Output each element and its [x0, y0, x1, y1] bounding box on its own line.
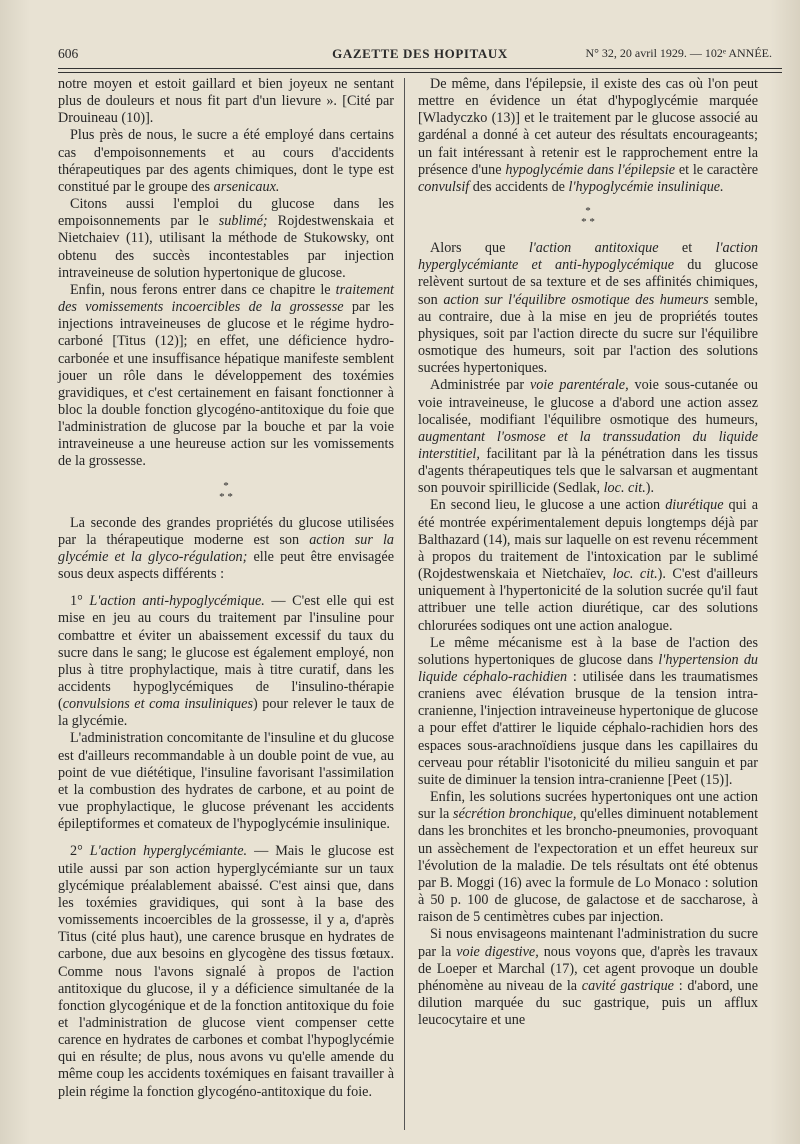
page-number: 606	[58, 46, 79, 61]
left-column	[58, 76, 394, 1101]
paragraph: Alors que l'action antitoxique et l'action hyperglycémiante et anti-hypoglycémique du glucose relèvent surtout de sa texture et de ses affinités chimiques, son action sur l'équilibre osmotique des humeurs semble, au contraire, due à la mise en jeu de propriétés toutes physiques, soit par l'action directe du sucre sur l'équilibre osmotique des humeurs, soit par l'action des solutions sucrées hypertoniques.	[418, 240, 759, 377]
paragraph: En second lieu, le glucose a une action diurétique qui a été montrée expérimentalement depuis longtemps déjà par Balthazard (14), mais sur laquelle on est revenu récemment à propos du traitement de l'intoxication par le sublimé (Rojdestwenskaia et Nietchaïev, loc. cit.). C'est d'ailleurs uniquement à l'hypertonicité de la solution sucrée qu'il faut attribuer une telle action diurétique, car des solutions chlorurées sodiques ont une action analogue.	[418, 497, 759, 634]
paragraph: Enfin, nous ferons entrer dans ce chapitre le traitement des vomissements incoercibles de la grossesse par les injections intraveineuses de glucose et le régime hydro-carboné [Titus (12)]; en effet, une déficience hydro-carbonée et une insuffisance hépatique manifeste semblent jouer un rôle dans le développement des toxémies gravidiques, et c'est certainement en faisant fonctionner à bloc la double fonction glycogéno-antitoxique du foie que l'administration de glucose par la bouche et par la voie intraveineuse a une heureuse action sur les vomissements de la grossesse.	[58, 281, 394, 470]
paragraph: Administrée par voie parentérale, voie sous-cutanée ou voie intraveineuse, le glucose a d'abord une action assez localisée, modifiant l'équilibre osmotique des humeurs, augmentant l'osmose et la transsudation du liquide interstitiel, facilitant par là la pénétration dans les tissus d'agents thérapeutiques tels que le salvarsan et augmentant son pouvoir spirillicide (Sedlak, loc. cit.).	[418, 377, 759, 497]
header-rule	[58, 68, 782, 69]
section-asterism: * * *	[219, 479, 233, 503]
column-separator	[404, 78, 405, 1130]
right-column	[418, 76, 758, 1029]
running-header	[58, 44, 782, 66]
paragraph: Le même mécanisme est à la base de l'action des solutions hypertoniques de glucose dans l'hypertension du liquide céphalo-rachidien : utilisée dans les traumatismes craniens avec élévation brusque de la tension intra-cranienne, l'injection intraveineuse hypertonique de glucose a pour effet d'attirer le liquide céphalo-rachidien hors des espaces sous-arachnoïdiens jusque dans les capillaires du cerveau pour rétablir l'isotonicité du milieu sanguin et par suite de diminuer la tension intra-cranienne [Peet (15)].	[418, 634, 759, 788]
paragraph: L'administration concomitante de l'insuline et du glucose est d'ailleurs recommandable à un double point de vue, au point de vue diététique, l'insuline favorisant l'assimilation et la combustion des hydrates de carbone, et au point de vue prophylactique, le glucose prévenant les accidents épileptiformes et comateux de l'hypoglycémie insulinique.	[58, 730, 394, 833]
paragraph: 1° L'action anti-hypoglycémique. — C'est elle qui est mise en jeu au cours du traitement par l'insuline pour combattre et éviter un abaissement excessif du taux du sucre dans le sang; le glucose est également employé, non plus à titre prophylactique, mais à titre curatif, dans les accidents hypoglycémiques de l'insulino-thérapie (convulsions et coma insuliniques) pour relever le taux de la glycémie.	[58, 593, 395, 730]
paragraph: Citons aussi l'emploi du glucose dans les empoisonnements par le sublimé; Rojdestwenskaia et Nietchaiev (11), utilisant la méthode de Stukowsky, ont obtenu des succès incontestables par injection intraveineuse de solution hypertonique de glucose.	[58, 196, 394, 281]
paragraph: De même, dans l'épilepsie, il existe des cas où l'on peut mettre en évidence un état d'hypoglycémie marquée [Wladyczko (13)] et le traitement par le glucose associé au gardénal a donné à cet auteur des résultats encourageants; un fait intéressant à retenir est le rapprochement entre la présence d'une hypoglycémie dans l'épilepsie et le caractère convulsif des accidents de l'hypoglycémie insulinique.	[418, 76, 759, 195]
section-asterism: * * *	[581, 205, 595, 229]
paragraph: Enfin, les solutions sucrées hypertoniques ont une action sur la sécrétion bronchique, qu'elles diminuent notablement dans les bronchites et les broncho-pneumonies, provoquant un assèchement de l'expectoration et un effet heureux sur l'évolution de la maladie. De tels résultats ont été obtenus par B. Moggi (16) avec la formule de Lo Monaco : solution à 50 p. 100 de glucose, de galactose et de saccharose, à raison de 5 centimètres cubes par injection.	[418, 789, 759, 926]
journal-title: GAZETTE DES HOPITAUX	[332, 46, 508, 61]
paragraph: Plus près de nous, le sucre a été employé dans certains cas d'empoisonnements et au cours d'accidents thérapeutiques par des agents chimiques, dont le type est constitué par le groupe des arsenicaux.	[58, 127, 394, 195]
paragraph: notre moyen et estoit gaillard et bien joyeux ne sentant plus de douleurs et nous fit part d'un lievure ». [Cité par Drouineau (10)].	[58, 76, 394, 127]
paragraph: 2° L'action hyperglycémiante. — Mais le glucose est utile aussi par son action hyperglycémiante sur un taux glycémique préalablement abaissé. C'est ainsi que, dans les toxémies gravidiques, qui sont à la base des vomissements incoercibles de la grossesse, il y a, d'après Titus (cité plus haut), une carence brusque en hydrates de carbone, due aux besoins en glycogène des tissus fœtaux. Comme nous l'avons signalé à propos de l'action antitoxique du glucose, il y a déficience simultanée de la fonction glycogénique et de la fonction antitoxique du foie et l'administration de glucose vient compenser cette carence en hydrates de carbones et combat l'hypoglycémie qui en résulte; de plus, nous avons vu qu'elle amende du même coup les accidents toxémiques en faisant travailler à plein régime la fonction glycogéno-antitoxique du foie.	[58, 843, 394, 1100]
paragraph: La seconde des grandes propriétés du glucose utilisées par la thérapeutique moderne est son action sur la glycémie et la glyco-régulation; elle peut être envisagée sous deux aspects différents :	[58, 514, 395, 583]
header-rule-thin	[58, 72, 782, 73]
paragraph: Si nous envisageons maintenant l'administration du sucre par la voie digestive, nous voyons que, d'après les travaux de Loeper et Marchal (17), cet agent provoque un double phénomène au niveau de la cavité gastrique : d'abord, une dilution marquée du suc gastrique, puis un afflux leucocytaire et une	[418, 926, 759, 1029]
issue-info: N° 32, 20 avril 1929. — 102ᵉ ANNÉE.	[585, 46, 772, 60]
